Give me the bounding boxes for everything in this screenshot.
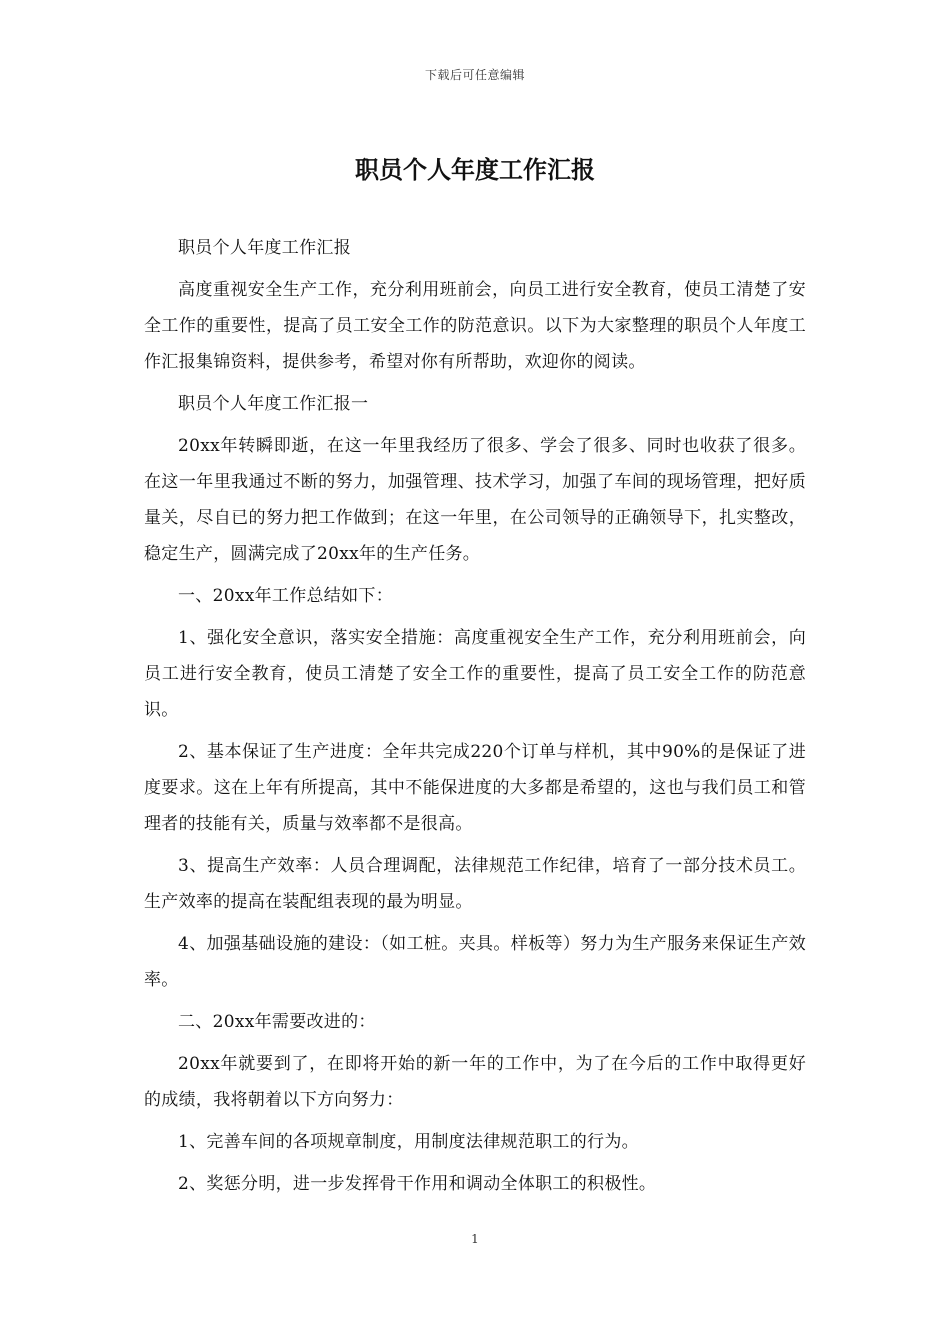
summary-item-4: 4、加强基础设施的建设：（如工桩。夹具。样板等）努力为生产服务来保证生产效率。 <box>144 934 806 990</box>
document-body <box>144 230 806 1208</box>
summary-item-3: 3、提高生产效率：人员合理调配，法律规范工作纪律，培育了一部分技术员工。生产效率的提高在装配组表现的最为明显。 <box>144 856 806 912</box>
report-one-paragraph: 20xx年转瞬即逝，在这一年里我经历了很多、学会了很多、同时也收获了很多。在这一年里我通过不断的努力，加强管理、技术学习，加强了车间的现场管理，把好质量关，尽自已的努力把工作做到；在这一年里，在公司领导的正确领导下，扎实整改，稳定生产，圆满完成了20xx年的生产任务。 <box>144 436 806 564</box>
improvement-item-1: 1、完善车间的各项规章制度，用制度法律规范职工的行为。 <box>178 1132 639 1152</box>
document-title: 职员个人年度工作汇报 <box>355 155 595 184</box>
section-heading-report-one: 职员个人年度工作汇报一 <box>178 394 369 414</box>
subtitle-paragraph: 职员个人年度工作汇报 <box>178 238 351 258</box>
summary-item-2: 2、基本保证了生产进度：全年共完成220个订单与样机，其中90%的是保证了进度要求。这在上年有所提高，其中不能保进度的大多都是希望的，这也与我们员工和管理者的技能有关，质量与效率都不是很高。 <box>144 742 806 834</box>
intro-paragraph: 高度重视安全生产工作，充分利用班前会，向员工进行安全教育，使员工清楚了安全工作的重要性，提高了员工安全工作的防范意识。以下为大家整理的职员个人年度工作汇报集锦资料，提供参考，希望对你有所帮助，欢迎你的阅读。 <box>144 280 806 372</box>
header-note: 下载后可任意编辑 <box>424 68 525 82</box>
summary-heading: 一、20xx年工作总结如下： <box>178 586 394 606</box>
summary-item-1: 1、强化安全意识，落实安全措施：高度重视安全生产工作，充分利用班前会，向员工进行安全教育，使员工清楚了安全工作的重要性，提高了员工安全工作的防范意识。 <box>144 628 806 720</box>
improvement-item-2: 2、奖惩分明，进一步发挥骨干作用和调动全体职工的积极性。 <box>178 1174 657 1194</box>
page-number: 1 <box>471 1232 479 1246</box>
improvement-heading: 二、20xx年需要改进的： <box>178 1012 376 1032</box>
improvement-intro: 20xx年就要到了，在即将开始的新一年的工作中，为了在今后的工作中取得更好的成绩，我将朝着以下方向努力： <box>144 1054 806 1110</box>
